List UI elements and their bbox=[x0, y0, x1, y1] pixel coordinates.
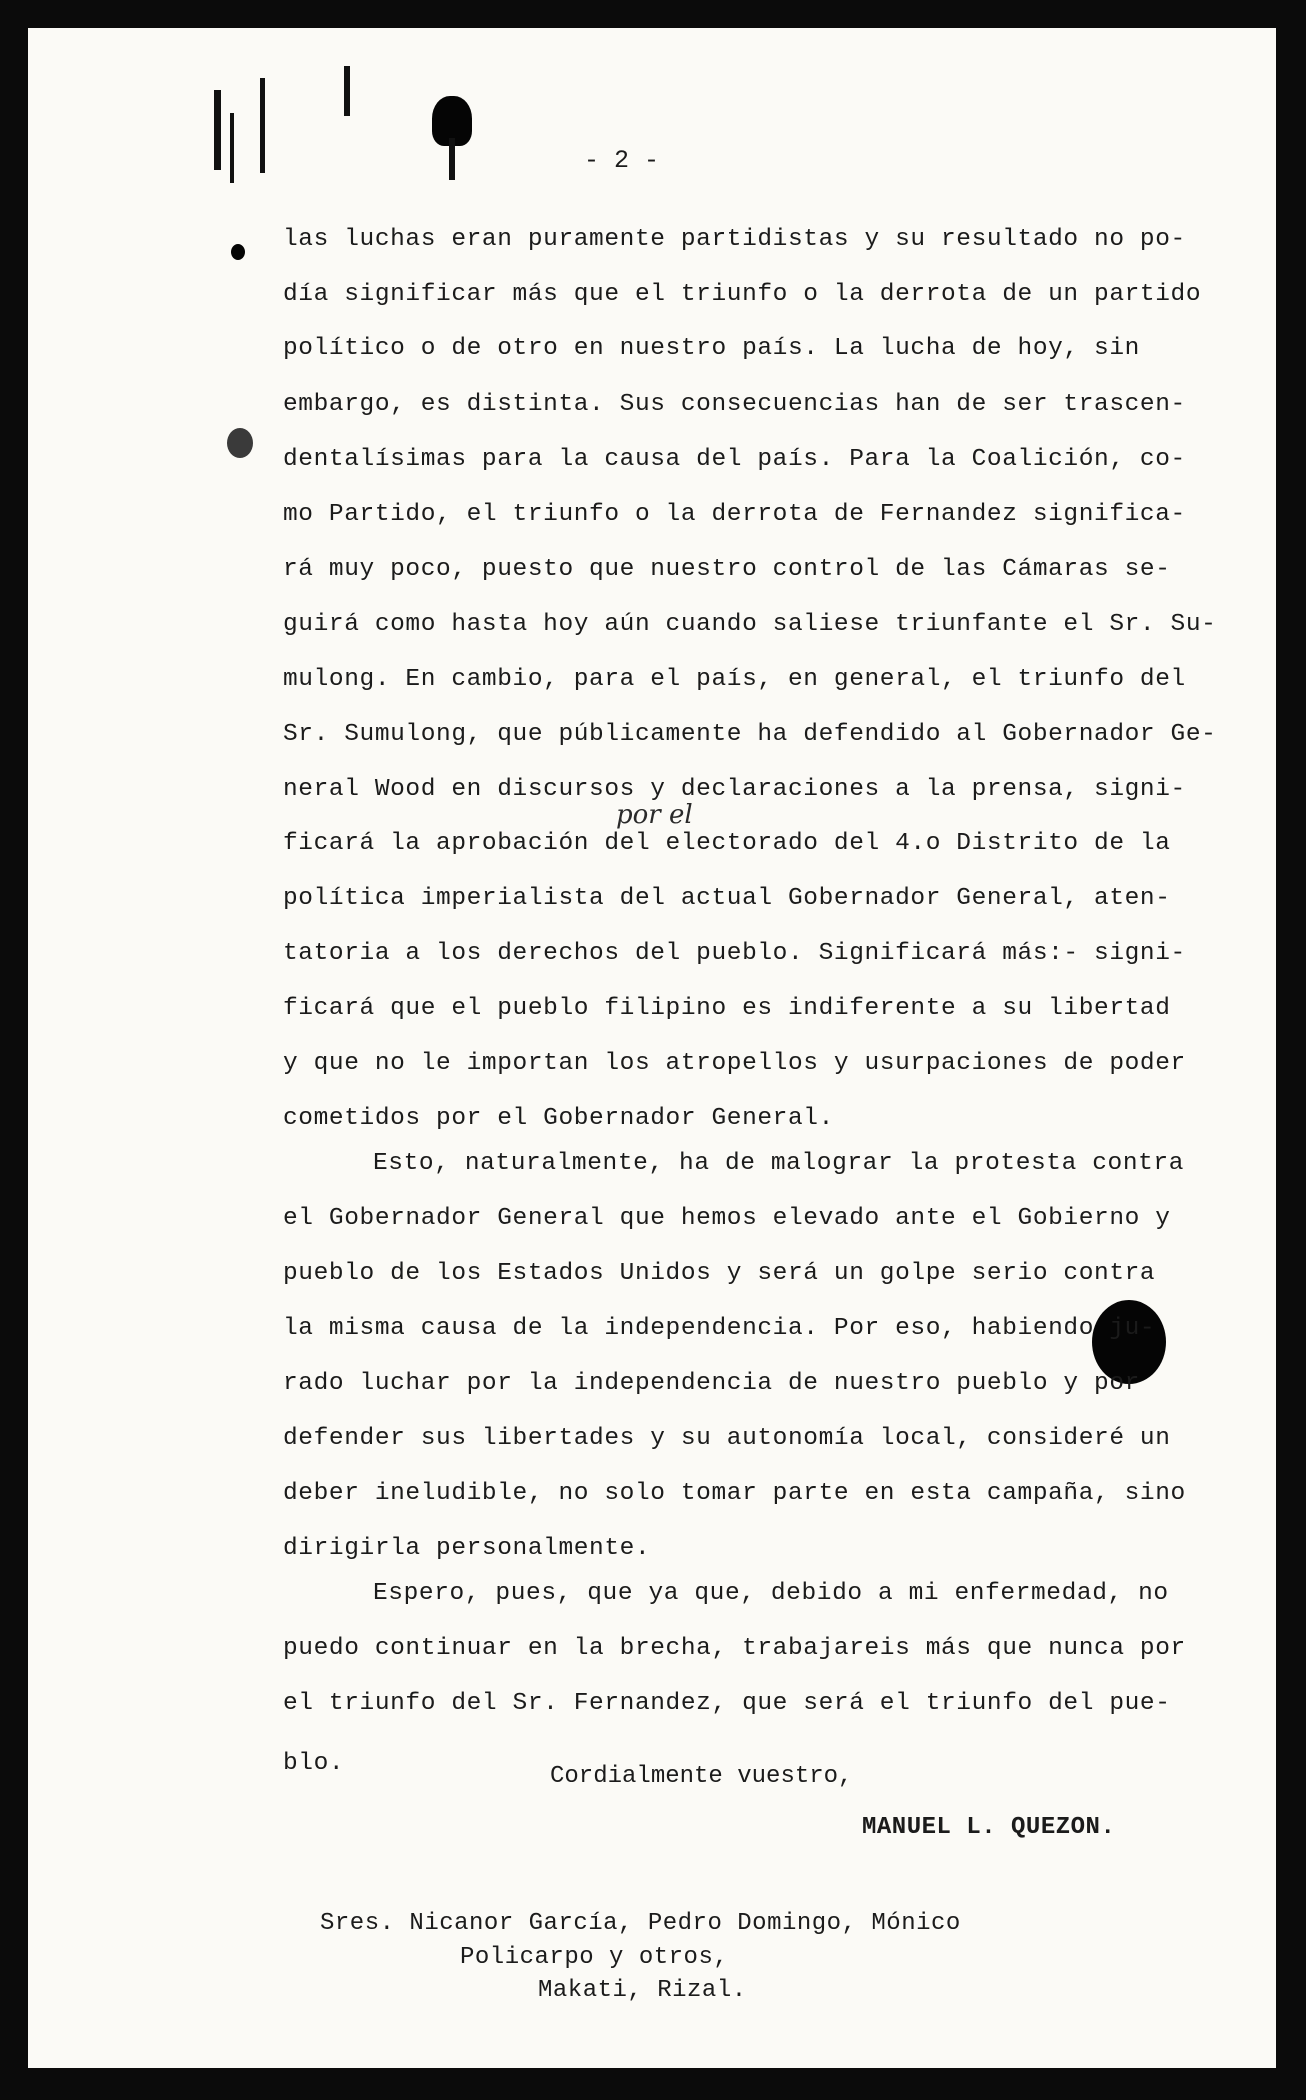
handwritten-correction: por el bbox=[616, 800, 693, 830]
addressee-line: Makati, Rizal. bbox=[538, 1977, 747, 2004]
text-line: Espero, pues, que ya que, debido a mi enfermedad, no bbox=[373, 1580, 1169, 1607]
ink-mark bbox=[449, 138, 455, 180]
text-line: defender sus libertades y su autonomía local, consideré un bbox=[283, 1425, 1171, 1452]
text-line: dirigirla personalmente. bbox=[283, 1535, 651, 1562]
text-line: dentalísimas para la causa del país. Para la Coalición, co- bbox=[283, 446, 1186, 473]
ink-blot bbox=[231, 244, 245, 260]
text-line: ficará que el pueblo filipino es indiferente a su libertad bbox=[283, 995, 1171, 1022]
ink-mark bbox=[344, 66, 350, 116]
text-line: Esto, naturalmente, ha de malograr la protesta contra bbox=[373, 1150, 1185, 1177]
text-line: Sr. Sumulong, que públicamente ha defendido al Gobernador Ge- bbox=[283, 721, 1217, 748]
ink-mark bbox=[214, 90, 221, 170]
text-line: embargo, es distinta. Sus consecuencias han de ser trascen- bbox=[283, 391, 1186, 418]
text-line: blo. bbox=[283, 1750, 345, 1777]
text-line: guirá como hasta hoy aún cuando saliese triunfante el Sr. Su- bbox=[283, 611, 1217, 638]
ink-mark bbox=[260, 78, 265, 173]
text-line: deber ineludible, no solo tomar parte en esta campaña, sino bbox=[283, 1480, 1186, 1507]
text-line: y que no le importan los atropellos y usurpaciones de poder bbox=[283, 1050, 1186, 1077]
addressee-line: Sres. Nicanor García, Pedro Domingo, Mónico bbox=[320, 1910, 961, 1937]
text-line: tatoria a los derechos del pueblo. Significará más:- signi- bbox=[283, 940, 1186, 967]
text-line: neral Wood en discursos y declaraciones a la prensa, signi- bbox=[283, 776, 1186, 803]
signature: MANUEL L. QUEZON. bbox=[862, 1814, 1116, 1841]
text-line: política imperialista del actual Gobernador General, aten- bbox=[283, 885, 1171, 912]
text-line: político o de otro en nuestro país. La lucha de hoy, sin bbox=[283, 335, 1140, 362]
text-line: día significar más que el triunfo o la derrota de un partido bbox=[283, 281, 1202, 308]
text-line: mulong. En cambio, para el país, en general, el triunfo del bbox=[283, 666, 1186, 693]
text-line: las luchas eran puramente partidistas y su resultado no po- bbox=[283, 226, 1186, 253]
closing-salutation: Cordialmente vuestro, bbox=[550, 1763, 853, 1790]
text-line: puedo continuar en la brecha, trabajareis más que nunca por bbox=[283, 1635, 1186, 1662]
text-line: rá muy poco, puesto que nuestro control de las Cámaras se- bbox=[283, 556, 1171, 583]
text-line: mo Partido, el triunfo o la derrota de Fernandez significa- bbox=[283, 501, 1186, 528]
ink-mark bbox=[230, 113, 234, 183]
text-line: pueblo de los Estados Unidos y será un golpe serio contra bbox=[283, 1260, 1156, 1287]
text-line: el Gobernador General que hemos elevado ante el Gobierno y bbox=[283, 1205, 1171, 1232]
ink-blot bbox=[227, 428, 253, 458]
text-line: el triunfo del Sr. Fernandez, que será el triunfo del pue- bbox=[283, 1690, 1171, 1717]
text-line: rado luchar por la independencia de nuestro pueblo y por bbox=[283, 1370, 1140, 1397]
text-line: cometidos por el Gobernador General. bbox=[283, 1105, 834, 1132]
page-number: - 2 - bbox=[584, 146, 660, 175]
text-line: ficará la aprobación del electorado del 4.o Distrito de la bbox=[283, 830, 1171, 857]
text-line: la misma causa de la independencia. Por eso, habiendo ju- bbox=[283, 1315, 1156, 1342]
addressee-line: Policarpo y otros, bbox=[460, 1944, 729, 1971]
